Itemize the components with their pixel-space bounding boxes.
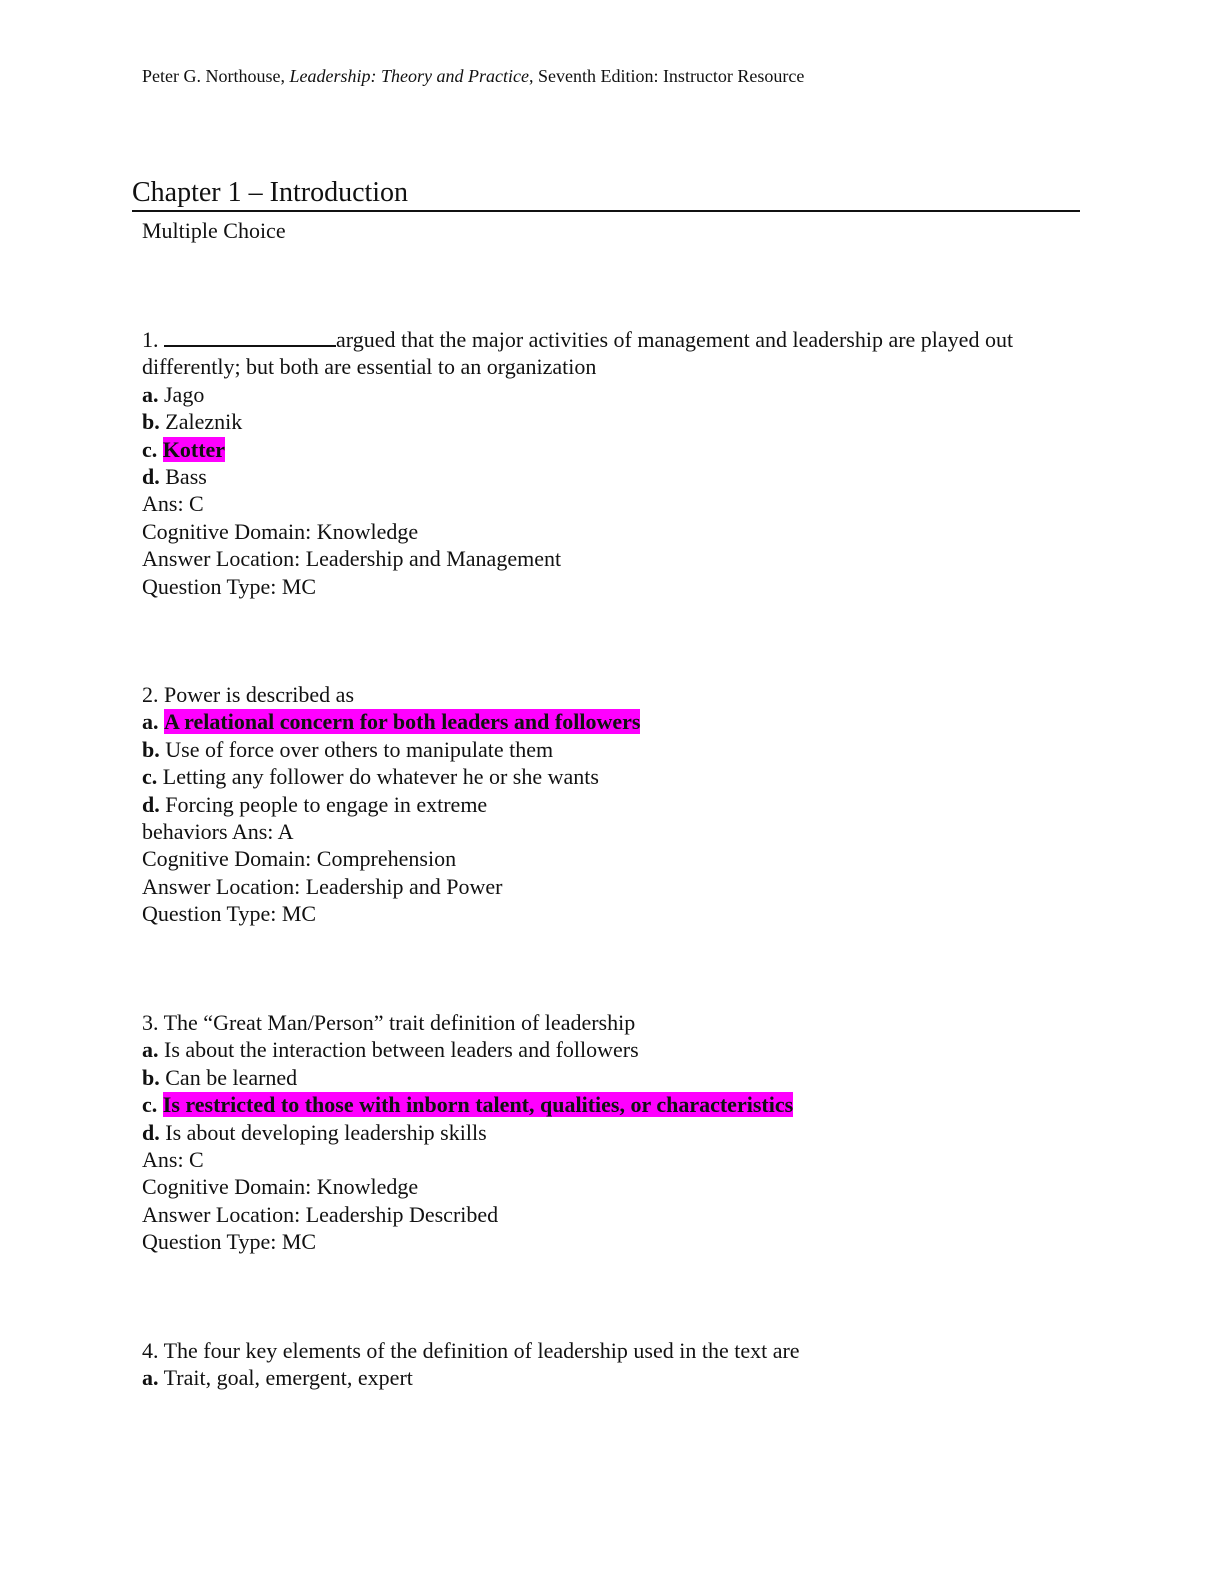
option-letter: d. [142,791,160,817]
correct-answer-highlight: A relational concern for both leaders and followers [164,709,641,735]
option-letter: b. [142,736,160,762]
option-text: Is about the interaction between leaders and followers [164,1037,639,1063]
fill-in-blank [164,327,336,347]
option-text: Zaleznik [165,409,243,435]
option-letter: d. [142,1119,160,1145]
option-a [142,1036,1082,1063]
answer-key: Ans: C [142,491,204,517]
option-b [142,1064,1082,1091]
question-stem: 4. The four key elements of the definition of leadership used in the text are [142,1338,800,1363]
option-letter: c. [142,764,158,790]
option-text: Jago [164,381,205,407]
option-text: Use of force over others to manipulate them [165,736,554,762]
option-text: Is about developing leadership skills [165,1119,487,1145]
option-letter: c. [142,436,158,462]
option-d [142,463,1082,490]
answer-location: Answer Location: Leadership and Management [142,546,562,572]
option-text: Can be learned [165,1064,298,1090]
cognitive-domain: Cognitive Domain: Knowledge [142,1174,419,1200]
option-letter: a. [142,709,159,735]
answer-location: Answer Location: Leadership Described [142,1201,499,1227]
option-letter: d. [142,464,160,490]
option-text: Trait, goal, emergent, expert [163,1365,413,1391]
question-number: 1. [142,327,159,352]
page-header [142,64,804,88]
chapter-title: Chapter 1 – Introduction [132,176,1080,212]
option-c [142,1091,1082,1118]
question-type: Question Type: MC [142,573,317,599]
option-letter: c. [142,1092,158,1118]
question-stem: 3. The “Great Man/Person” trait definition of leadership [142,1010,636,1035]
answer-key: Ans: C [142,1147,204,1173]
question-type: Question Type: MC [142,1229,317,1255]
header-book-title: Leadership: Theory and Practice [289,66,529,86]
option-d [142,1119,1082,1146]
correct-answer-highlight: Kotter [162,436,226,462]
question-4 [142,1337,1082,1392]
option-a [142,708,1082,735]
option-text: Forcing people to engage in extreme [165,791,488,817]
option-letter: b. [142,1064,160,1090]
option-b [142,736,1082,763]
header-author: Peter G. Northouse, [142,66,290,86]
option-letter: a. [142,381,159,407]
option-text: Letting any follower do whatever he or she wants [162,764,599,790]
answer-location: Answer Location: Leadership and Power [142,873,503,899]
option-b [142,408,1082,435]
correct-answer-highlight: Is restricted to those with inborn talent, qualities, or characteristics [162,1092,794,1118]
option-a [142,1364,1082,1391]
question-stem [142,326,1082,381]
question-3 [142,1009,1082,1256]
option-c [142,763,1082,790]
cognitive-domain: Cognitive Domain: Knowledge [142,518,419,544]
option-c [142,436,1082,463]
option-text: Bass [165,464,207,490]
question-1 [142,326,1082,600]
option-letter: a. [142,1365,159,1391]
question-type: Question Type: MC [142,901,317,927]
option-letter: b. [142,409,160,435]
option-d [142,791,1082,818]
question-2 [142,681,1082,928]
option-letter: a. [142,1037,159,1063]
cognitive-domain: Cognitive Domain: Comprehension [142,846,457,872]
question-stem: 2. Power is described as [142,682,355,707]
section-label: Multiple Choice [142,218,286,243]
header-edition: , Seventh Edition: Instructor Resource [528,66,805,86]
option-a [142,381,1082,408]
option-continuation-answer-key: behaviors Ans: A [142,819,294,845]
question-stem-text: argued that the major activities of management and leadership are played out differently; but both are essential to an organization [142,327,1014,380]
